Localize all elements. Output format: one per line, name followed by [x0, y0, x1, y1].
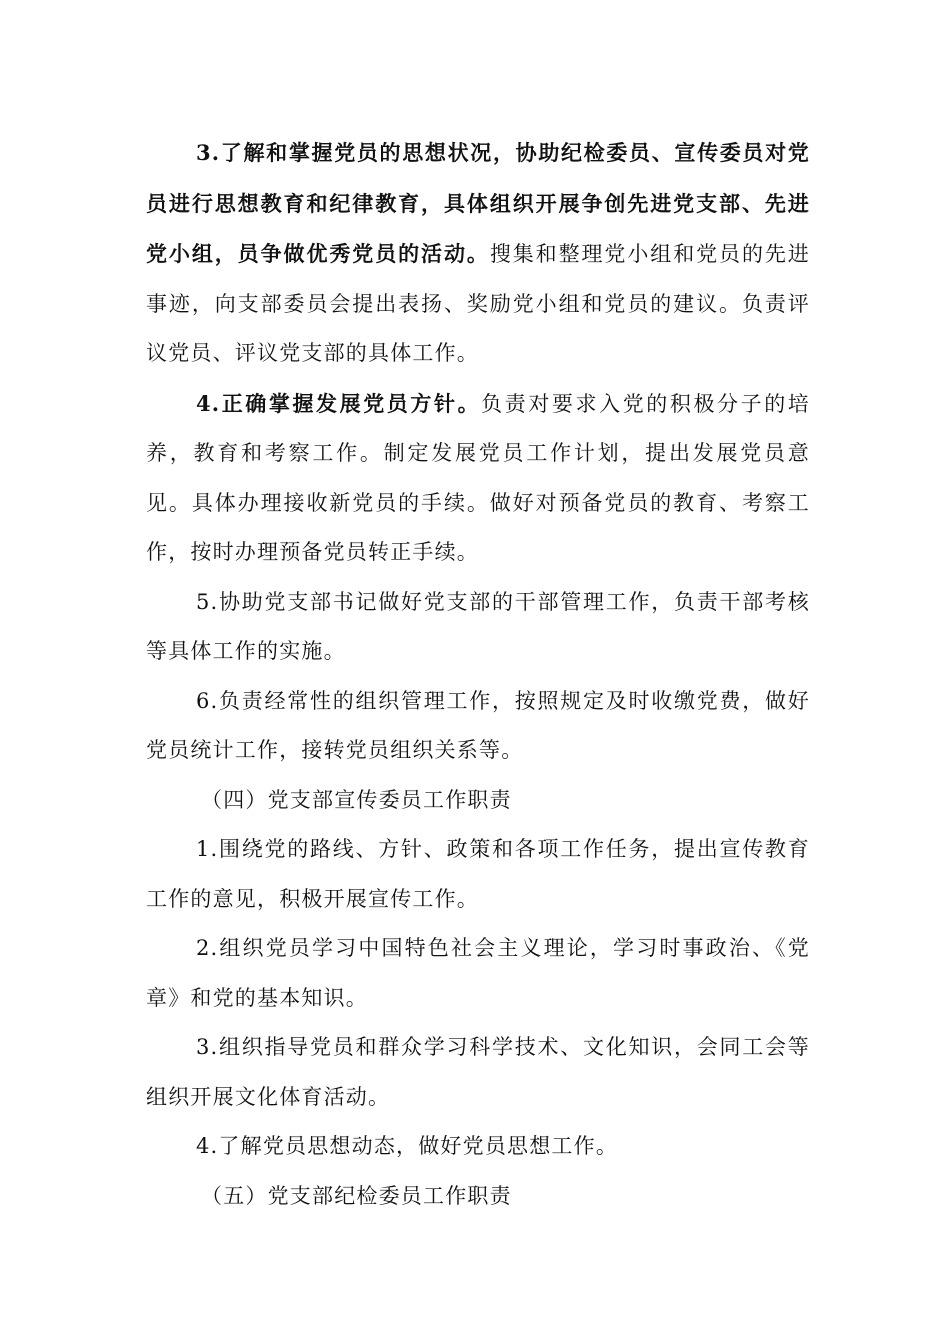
section-heading-discipline: （五）党支部纪检委员工作职责	[201, 1183, 512, 1208]
propaganda-item-1: 1.围绕党的路线、方针、政策和各项工作任务，提出宣传教育工作的意见，积极开展宣传工作。	[146, 837, 810, 911]
paragraph-item-4-body: 负责对要求入党的积极分子的培养，教育和考察工作。制定发展党员工作计划，提出发展党员意见。具体办理接收新党员的手续。做好对预备党员的教育、考察工作，按时办理预备党员转正手续。	[146, 391, 810, 564]
paragraph-item-4	[146, 379, 810, 578]
propaganda-item-4: 4.了解党员思想动态，做好党员思想工作。	[196, 1134, 619, 1158]
paragraph-item-4-bold-lead: 4.正确掌握发展党员方针。	[196, 390, 482, 416]
paragraph-item-5: 5.协助党支部书记做好党支部的干部管理工作，负责干部考核等具体工作的实施。	[146, 589, 810, 663]
paragraph-item-6: 6.负责经常性的组织管理工作，按照规定及时收缴党费，做好党员统计工作，接转党员组织关系等。	[146, 688, 810, 762]
propaganda-item-2: 2.组织党员学习中国特色社会主义理论，学习时事政治、《党章》和党的基本知识。	[146, 936, 810, 1010]
paragraph-item-3-body: 搜集和整理党小组和党员的先进事迹，向支部委员会提出表扬、奖励党小组和党员的建议。负责评议党员、评议党支部的具体工作。	[146, 242, 810, 365]
propaganda-item-3: 3.组织指导党员和群众学习科学技术、文化知识，会同工会等组织开展文化体育活动。	[146, 1035, 810, 1109]
paragraph-item-3	[146, 128, 810, 379]
section-heading-propaganda: （四）党支部宣传委员工作职责	[201, 787, 512, 812]
paragraph-item-3-bold-lead: 3.了解和掌握党员的思想状况，协助纪检委员、宣传委员对党员进行思想教育和纪律教育，具体组织开展争创先进党支部、先进党小组，员争做优秀党员的活动。	[146, 140, 810, 266]
document-body	[146, 128, 810, 1221]
